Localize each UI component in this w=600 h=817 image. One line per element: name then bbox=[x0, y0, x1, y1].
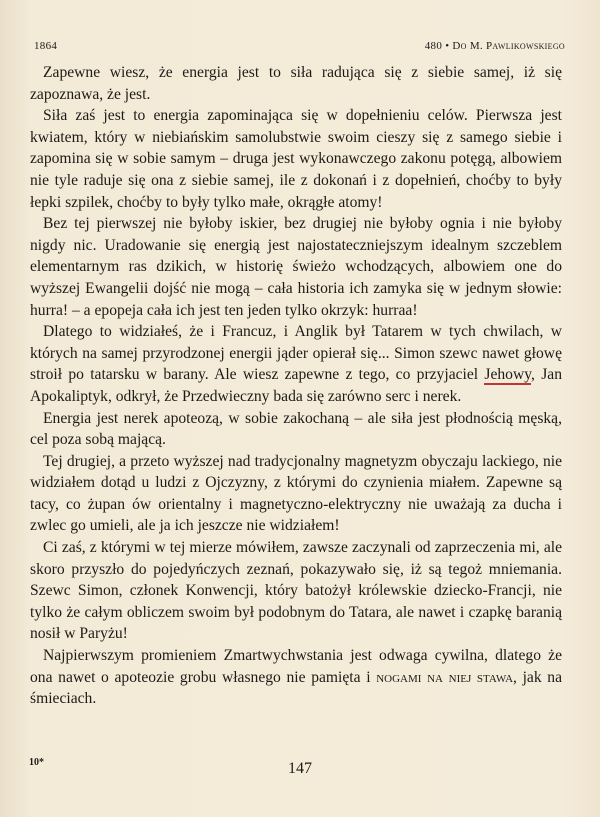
header-letter-number: 480 bbox=[424, 40, 443, 52]
letter-body bbox=[30, 62, 562, 710]
page-number: 147 bbox=[288, 760, 312, 777]
header-recipient-name: M. Pawlikowskiego bbox=[469, 40, 565, 52]
paragraph: Energia jest nerek apoteozą, w sobie zakochaną – ale siła jest płodnością męską, cel poza sobą mającą. bbox=[30, 409, 562, 449]
header-year: 1864 bbox=[34, 40, 58, 52]
paragraph-text: Dlatego to widziałeś, że i Francuz, i Anglik był Tatarem w tych chwilach, w których na samej przyrodzonej energii jąder opierał się... Simon szewc nawet głowę stroił po tatarsku w barany. Ale wiesz zapewne z tego, co przyjaciel bbox=[30, 323, 562, 384]
paragraph-text: , jak na śmieciach. bbox=[30, 668, 562, 708]
paragraph: Siła zaś jest to energia zapominająca się w dopełnieniu celów. Pierwsza jest kwiatem, który w niebiańskim samolubstwie swoim cieszy się z samego siebie i zapomina się w sobie samym – druga jest wykonawczego zakonu potęgą, albowiem nie tyle raduje się ona z siebie samej, ile z dokonań i z dopełnień, choćby to były łepki szpilek, choćby to były tylko małe, okrągłe atomy! bbox=[30, 107, 562, 211]
paragraph: Zapewne wiesz, że energia jest to siła radująca się z siebie samej, iż się zapoznawa, że jest. bbox=[30, 64, 562, 103]
printer-signature-mark: 10* bbox=[29, 757, 44, 768]
paragraph: Ci zaś, z którymi w tej mierze mówiłem, zawsze zaczynali od zaprzeczenia mi, ale skoro przyszło do pojedyńczych zeznań, pokazywało się, iż są tegoż mniemania. Szewc Simon, członek Konwencji, który batożył królewskie dziecko-Francji, nie tylko że całym obliczem swoim był podobnym do Tatara, ale nawet i czapkę baranią nosił w Paryżu! bbox=[30, 539, 562, 643]
underlined-word: Jehowy bbox=[484, 366, 532, 384]
small-caps-phrase: nogami na niej stawa bbox=[376, 668, 514, 686]
running-header bbox=[34, 40, 565, 56]
header-separator: • bbox=[445, 40, 450, 52]
paragraph-text: Najpierwszym promieniem Zmartwychwstania jest odwaga cywilna, dlatego że ona nawet o apoteozie grobu własnego nie pamięta i bbox=[30, 647, 562, 686]
paragraph bbox=[30, 645, 562, 710]
paragraph bbox=[30, 321, 562, 407]
header-letter-info bbox=[425, 40, 565, 52]
paragraph: Bez tej pierwszej nie byłoby iskier, bez drugiej nie byłoby ognia i nie byłoby nigdy nic. Uradowanie się energią jest najostateczniejszym idealnym szczeblem elementarnym ras dzikich, w historię świeżo wchodzących, albowiem one do wyższej Ewangelii dojść nie mogą – cała historia ich zamyka się w jednym słowie: hurra! – a epopeja cała ich jest ten jeden tylko okrzyk: hurraa! bbox=[30, 215, 562, 319]
paragraph-text: , Jan Apokaliptyk, odkrył, że Przedwieczny bada się zarówno serc i nerek. bbox=[30, 366, 562, 405]
header-recipient-prefix: Do bbox=[452, 40, 467, 52]
paragraph: Tej drugiej, a przeto wyższej nad tradycjonalny magnetyzm obyczaju lackiego, nie widziałem dotąd u ludzi z Ojczyzny, z którymi do czynienia miałem. Zapewne są tacy, co żupan ów orientalny i magnetyczno-elektryczny nie uważają za ducha i zwlec go umieli, ale ja ich jeszcze nie widziałem! bbox=[30, 452, 562, 535]
